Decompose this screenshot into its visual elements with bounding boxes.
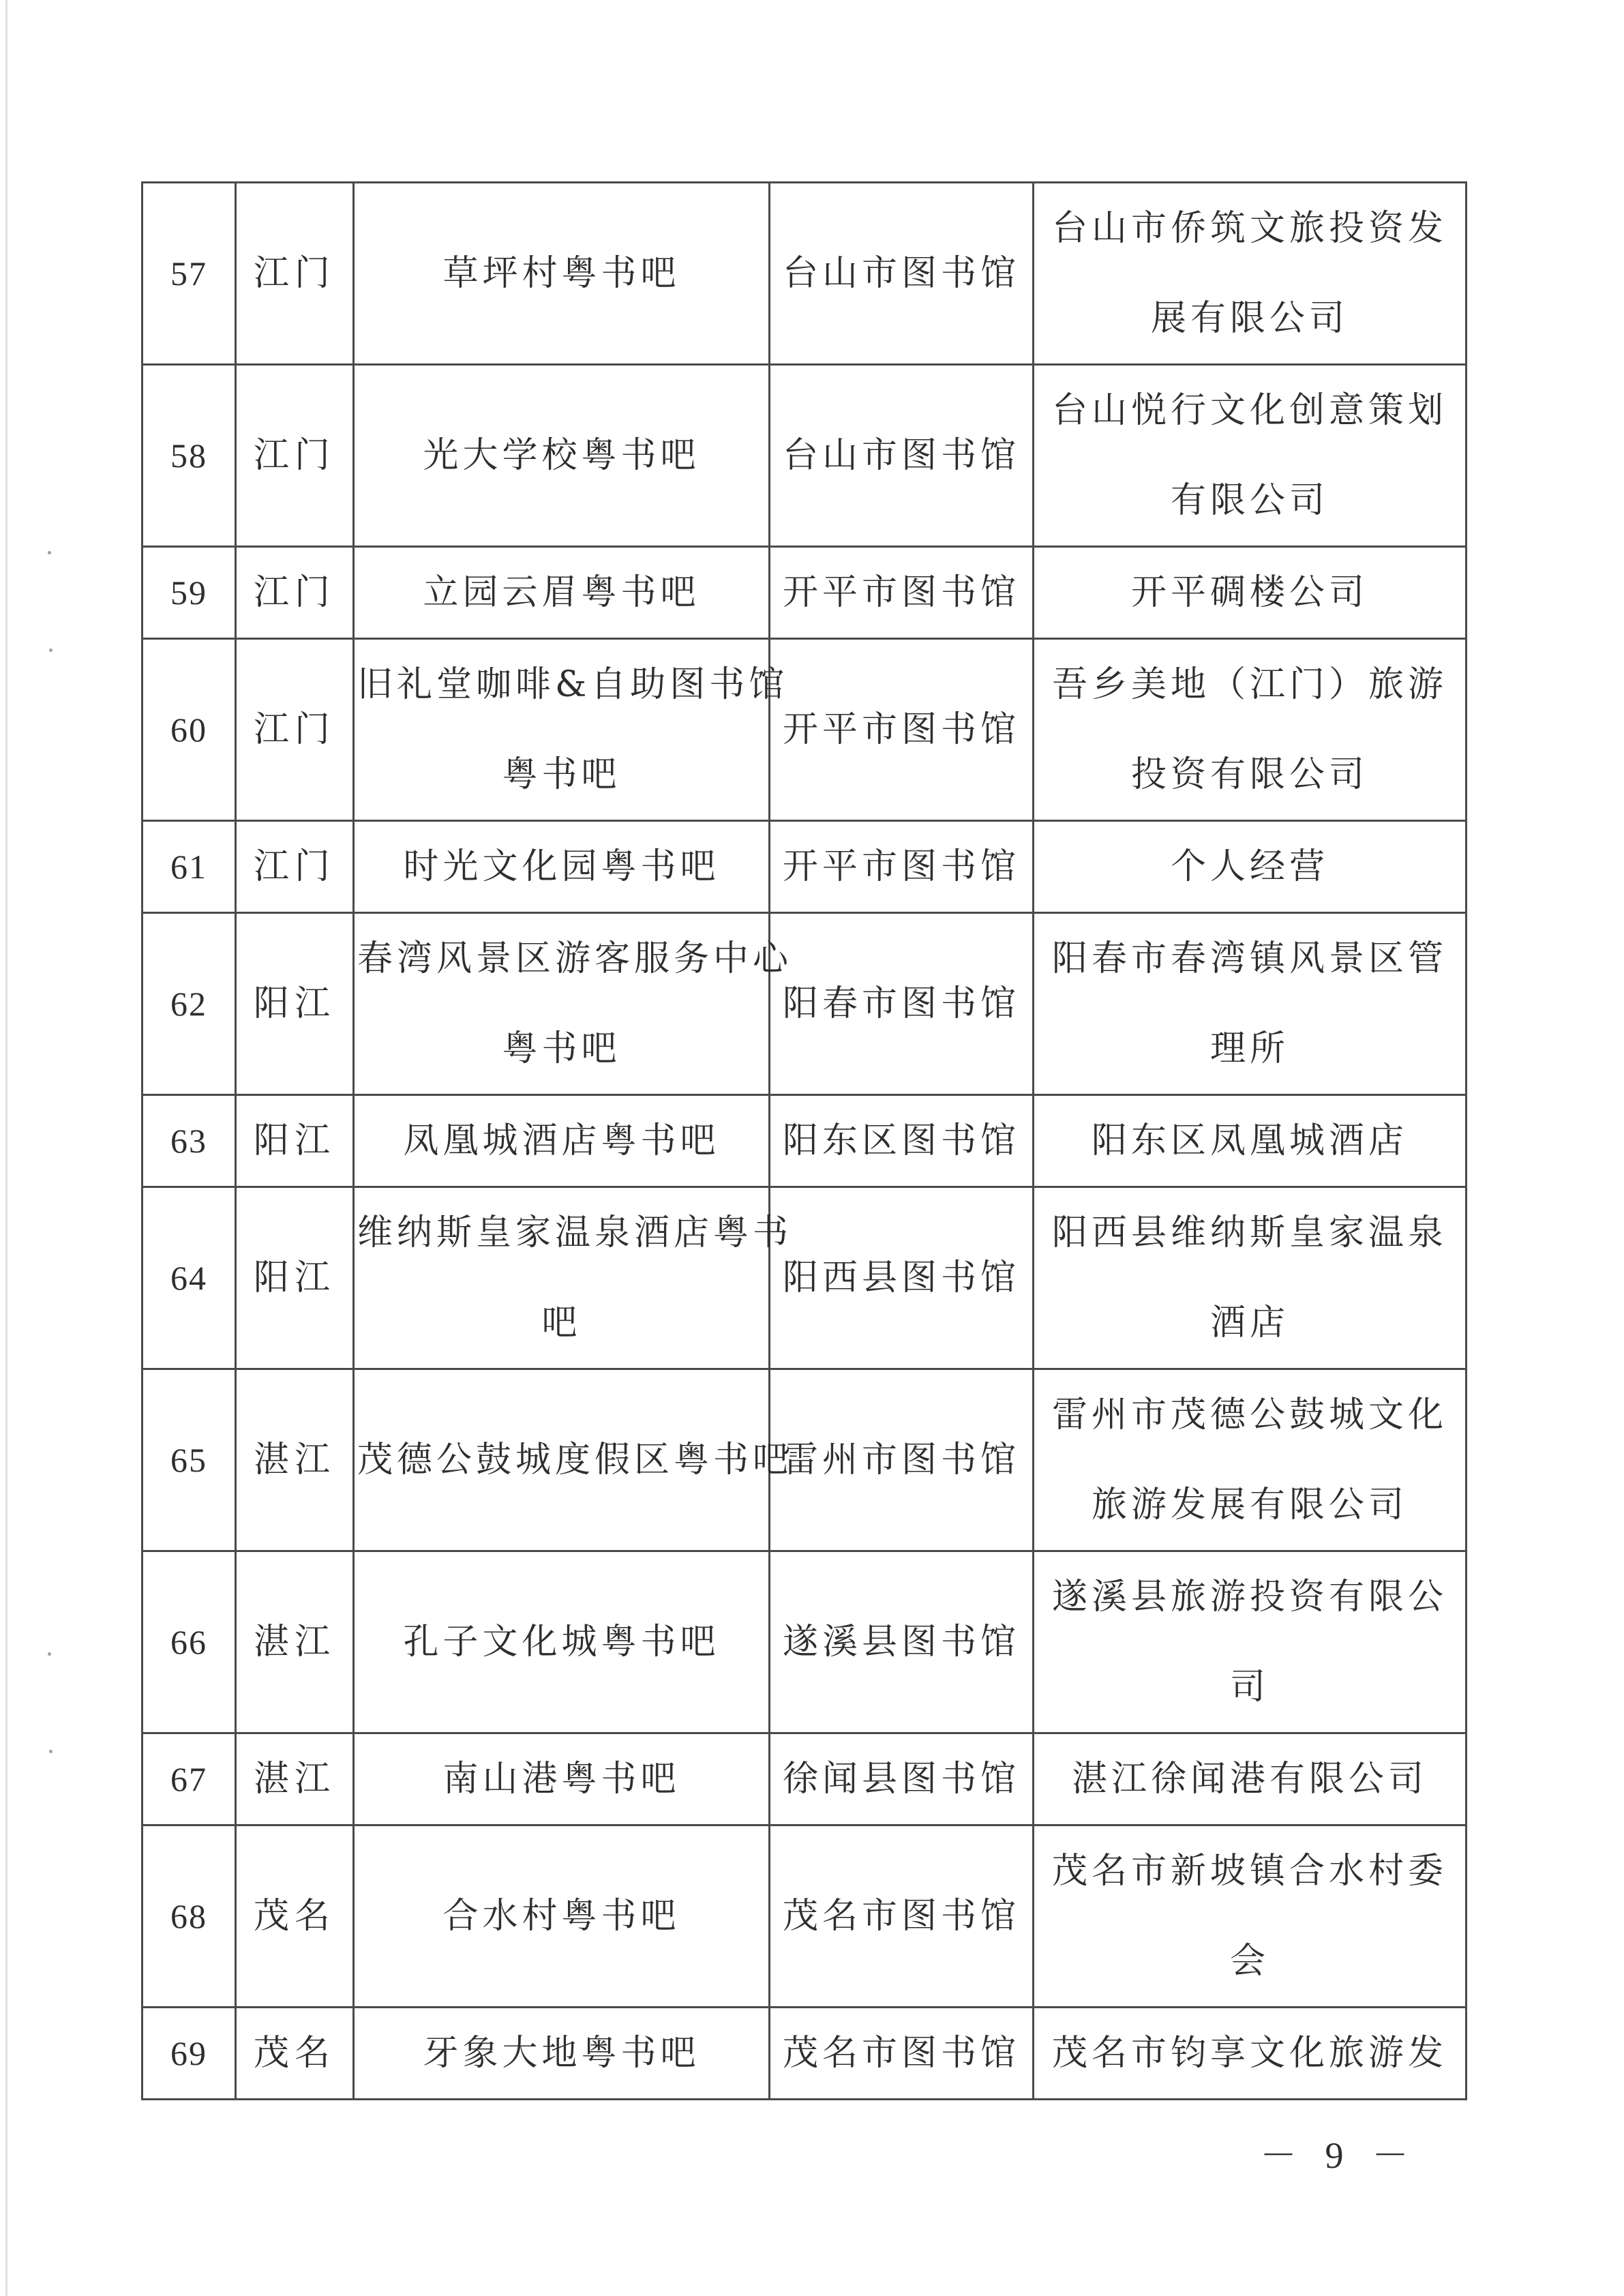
operator-line: 遂溪县旅游投资有限公	[1051, 1577, 1447, 1617]
operator-cell	[1034, 639, 1467, 821]
page-number: － 9 －	[1260, 2135, 1418, 2176]
row-number-cell: 60	[142, 639, 236, 821]
library-cell: 阳东区图书馆	[770, 1095, 1034, 1187]
row-number-cell: 61	[142, 821, 236, 913]
library-cell: 开平市图书馆	[770, 821, 1034, 913]
book-bar-name-line: 粤书吧	[502, 1028, 621, 1069]
operator-line: 阳春市春湾镇风景区管	[1051, 938, 1447, 979]
book-bar-name-cell	[354, 1825, 770, 2008]
book-bar-name-line: 吧	[541, 1302, 582, 1343]
operator-line: 茂名市钧享文化旅游发	[1051, 2033, 1447, 2074]
book-bar-list-table	[141, 181, 1467, 2100]
book-bar-name-line: 维纳斯皇家温泉酒店粤书	[357, 1212, 793, 1253]
operator-line: 展有限公司	[1150, 298, 1349, 339]
table-row	[142, 1369, 1467, 1551]
operator-cell	[1034, 1733, 1467, 1825]
table-row	[142, 1187, 1467, 1369]
operator-cell	[1034, 1369, 1467, 1551]
margin-mark	[48, 1652, 51, 1656]
operator-line: 投资有限公司	[1130, 754, 1368, 795]
book-bar-name-cell	[354, 1733, 770, 1825]
city-cell: 茂名	[236, 2008, 354, 2100]
table-row	[142, 1095, 1467, 1187]
table-row	[142, 1733, 1467, 1825]
margin-mark	[49, 648, 52, 652]
table-row	[142, 547, 1467, 639]
book-bar-name-line: 旧礼堂咖啡&自助图书馆	[357, 664, 789, 705]
table-row	[142, 639, 1467, 821]
table-body	[142, 183, 1467, 2100]
table-row	[142, 2008, 1467, 2100]
row-number-cell: 65	[142, 1369, 236, 1551]
row-number-cell: 68	[142, 1825, 236, 2008]
operator-line: 会	[1229, 1941, 1269, 1982]
book-bar-name-cell	[354, 1187, 793, 1369]
operator-line: 旅游发展有限公司	[1091, 1485, 1408, 1525]
operator-line: 司	[1229, 1667, 1269, 1708]
operator-cell	[1034, 2008, 1467, 2100]
operator-cell	[1034, 821, 1467, 913]
city-cell: 湛江	[236, 1369, 354, 1551]
book-bar-name-line: 春湾风景区游客服务中心	[357, 938, 793, 979]
table-row	[142, 821, 1467, 913]
operator-line: 台山市侨筑文旅投资发	[1051, 208, 1447, 249]
library-cell: 阳西县图书馆	[770, 1187, 1034, 1369]
library-cell: 雷州市图书馆	[770, 1369, 1034, 1551]
city-cell: 江门	[236, 183, 354, 365]
book-bar-name-cell	[354, 365, 770, 547]
book-bar-name-line: 孔子文化城粤书吧	[403, 1622, 720, 1663]
library-cell: 遂溪县图书馆	[770, 1551, 1034, 1733]
operator-line: 有限公司	[1170, 480, 1329, 521]
operator-line: 湛江徐闻港有限公司	[1071, 1759, 1428, 1800]
library-cell: 茂名市图书馆	[770, 2008, 1034, 2100]
table-row	[142, 365, 1467, 547]
row-number-cell: 69	[142, 2008, 236, 2100]
operator-cell	[1034, 1551, 1467, 1733]
row-number-cell: 67	[142, 1733, 236, 1825]
city-cell: 江门	[236, 821, 354, 913]
operator-cell	[1034, 365, 1467, 547]
book-bar-name-line: 牙象大地粤书吧	[423, 2033, 700, 2074]
operator-line: 个人经营	[1170, 846, 1329, 887]
book-bar-name-line: 草坪村粤书吧	[442, 253, 680, 294]
row-number-cell: 62	[142, 913, 236, 1095]
operator-line: 阳东区凤凰城酒店	[1091, 1120, 1408, 1161]
row-number-cell: 58	[142, 365, 236, 547]
book-bar-name-line: 茂德公鼓城度假区粤书吧	[357, 1440, 793, 1480]
library-cell: 台山市图书馆	[770, 365, 1034, 547]
operator-cell	[1034, 183, 1467, 365]
margin-mark	[48, 551, 51, 554]
book-bar-name-cell	[354, 913, 793, 1095]
row-number-cell: 66	[142, 1551, 236, 1733]
row-number-cell: 64	[142, 1187, 236, 1369]
book-bar-name-cell	[354, 547, 770, 639]
operator-line: 茂名市新坡镇合水村委	[1051, 1851, 1447, 1892]
operator-cell	[1034, 913, 1467, 1095]
operator-line: 阳西县维纳斯皇家温泉	[1051, 1212, 1447, 1253]
operator-cell	[1034, 547, 1467, 639]
book-bar-name-cell	[354, 1095, 770, 1187]
operator-line: 酒店	[1209, 1302, 1289, 1343]
city-cell: 阳江	[236, 1095, 354, 1187]
city-cell: 阳江	[236, 1187, 354, 1369]
book-bar-name-line: 合水村粤书吧	[442, 1896, 680, 1937]
library-cell: 开平市图书馆	[770, 639, 1034, 821]
row-number-cell: 57	[142, 183, 236, 365]
city-cell: 阳江	[236, 913, 354, 1095]
library-cell: 台山市图书馆	[770, 183, 1034, 365]
operator-line: 理所	[1209, 1028, 1289, 1069]
book-bar-name-line: 粤书吧	[502, 754, 621, 795]
operator-line: 吾乡美地（江门）旅游	[1051, 664, 1447, 705]
city-cell: 湛江	[236, 1733, 354, 1825]
book-bar-name-cell	[354, 639, 789, 821]
library-cell: 开平市图书馆	[770, 547, 1034, 639]
table-row	[142, 1551, 1467, 1733]
operator-line: 台山悦行文化创意策划	[1051, 390, 1447, 431]
table-row	[142, 913, 1467, 1095]
city-cell: 江门	[236, 365, 354, 547]
operator-cell	[1034, 1187, 1467, 1369]
city-cell: 湛江	[236, 1551, 354, 1733]
book-bar-name-cell	[354, 821, 770, 913]
book-bar-name-line: 时光文化园粤书吧	[403, 846, 720, 887]
library-cell: 阳春市图书馆	[770, 913, 1034, 1095]
row-number-cell: 59	[142, 547, 236, 639]
book-bar-name-line: 立园云眉粤书吧	[423, 572, 700, 613]
table-row	[142, 183, 1467, 365]
book-bar-name-cell	[354, 183, 770, 365]
book-bar-name-cell	[354, 2008, 770, 2100]
operator-line: 雷州市茂德公鼓城文化	[1051, 1395, 1447, 1435]
book-bar-name-cell	[354, 1551, 770, 1733]
book-bar-name-cell	[354, 1369, 793, 1551]
operator-line: 开平碉楼公司	[1130, 572, 1368, 613]
table-row	[142, 1825, 1467, 2008]
library-cell: 徐闻县图书馆	[770, 1733, 1034, 1825]
operator-cell	[1034, 1095, 1467, 1187]
operator-cell	[1034, 1825, 1467, 2008]
city-cell: 江门	[236, 639, 354, 821]
book-bar-name-line: 光大学校粤书吧	[423, 435, 700, 476]
margin-mark	[49, 1750, 52, 1753]
book-bar-name-line: 凤凰城酒店粤书吧	[403, 1120, 720, 1161]
city-cell: 江门	[236, 547, 354, 639]
city-cell: 茂名	[236, 1825, 354, 2008]
row-number-cell: 63	[142, 1095, 236, 1187]
scan-edge	[5, 0, 7, 2296]
library-cell: 茂名市图书馆	[770, 1825, 1034, 2008]
book-bar-name-line: 南山港粤书吧	[442, 1759, 680, 1800]
